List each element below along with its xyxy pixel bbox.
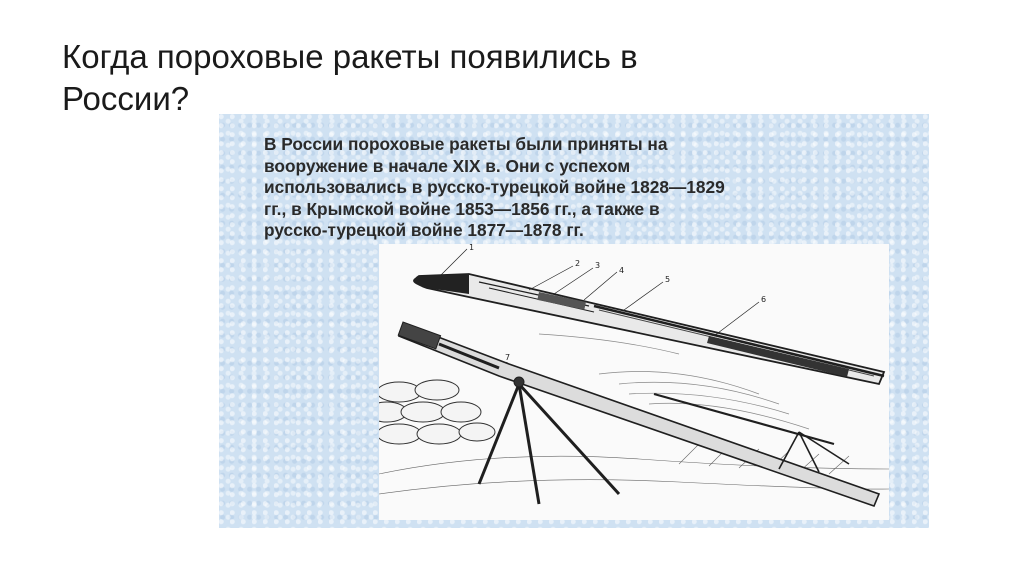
caption-line: использовались в русско-турецкой войне 1828—1829: [264, 177, 725, 197]
part-label: 3: [595, 261, 601, 270]
part-label: 1: [469, 244, 475, 252]
caption-line: В России пороховые ракеты были приняты на: [264, 134, 668, 154]
caption-line: русско-турецкой войне 1877—1878 гг.: [264, 220, 584, 240]
part-label: 2: [575, 259, 581, 268]
part-label: 7: [505, 353, 511, 362]
rocket-illustration: [379, 244, 889, 520]
sandbag-wall: [379, 380, 495, 444]
rocket-figure: [219, 114, 929, 528]
part-label: 5: [665, 275, 671, 284]
part-label: 6: [761, 295, 767, 304]
caption-line: гг., в Крымской войне 1853—1856 гг., а также в: [264, 198, 660, 219]
rocket-drawing: [379, 244, 889, 520]
part-label: 4: [619, 266, 625, 275]
figure-caption: [264, 134, 884, 242]
slide-title-line: Когда пороховые ракеты появились в: [62, 38, 638, 75]
slide-title-line: России?: [62, 80, 190, 117]
ground: [379, 444, 889, 494]
caption-line: вооружение в начале XIX в. Они с успехом: [264, 155, 631, 176]
slide-title: [62, 36, 782, 120]
